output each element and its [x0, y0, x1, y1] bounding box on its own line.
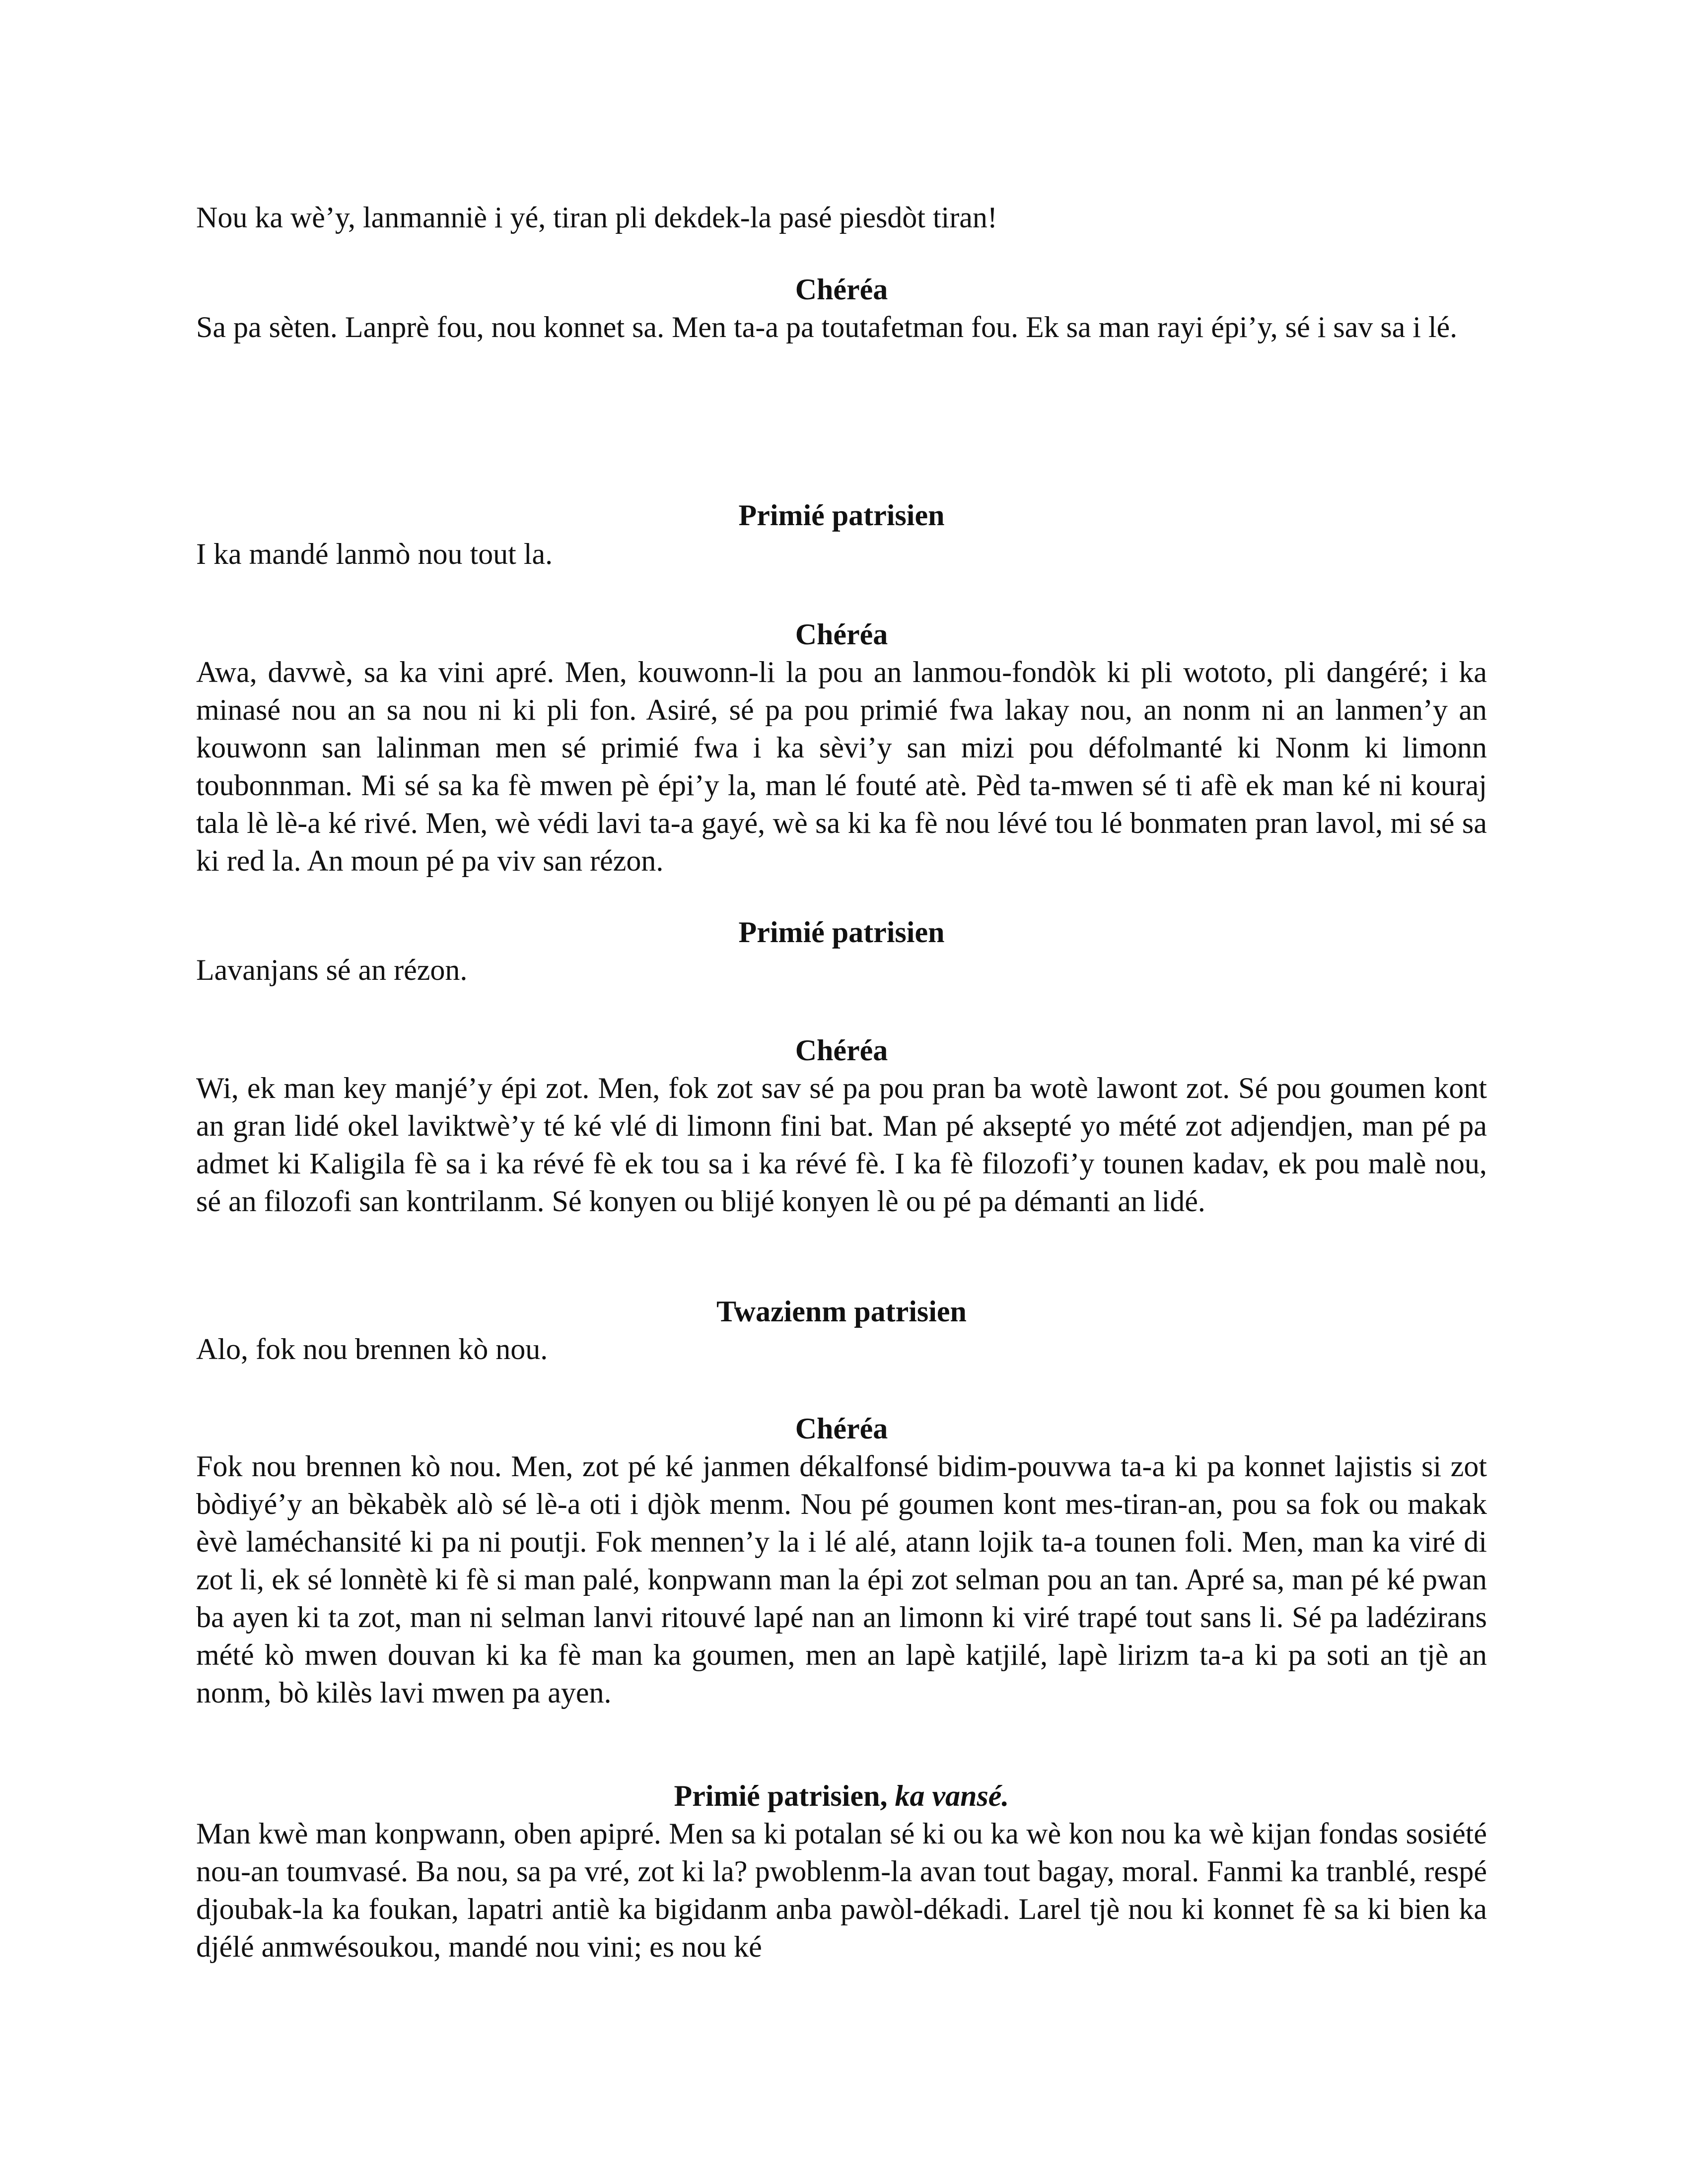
- speaker-name: Chéréa: [795, 273, 888, 306]
- speaker-name: Twazienm patrisien: [716, 1295, 967, 1328]
- dialogue-paragraph: I ka mandé lanmò nou tout la.: [196, 538, 553, 570]
- dialogue-paragraph: Lavanjans sé an rézon.: [196, 954, 468, 986]
- dialogue-paragraph: Fok nou brennen kò nou. Men, zot pé ké janmen dékalfonsé bidim-pouvwa ta-a ki pa konnet lajistis si zot bòdiyé’y an bèkabèk alò sé lè-a oti i djòk menm. Nou pé goumen kont mes-tiran-an, pou sa fok ou makak èvè laméchansité ki pa ni poutji. Fok mennen’y la i lé alé, atann lojik ta-a tounen foli. Men, man ka viré di zot li, ek sé lonnètè ki fè si man palé, konpwann man la épi zot selman pou an tan. Apré sa, man pé ké pwan ba ayen ki ta zot, man ni selman lanvi ritouvé lapé nan an limonn ki viré trapé tout sans li. Sé pa ladézirans mété kò mwen douvan ki ka fè man ka goumen, men an lapè katjilé, lapè lirizm ta-a ki pa soti an tjè an nonm, bò kilès lavi mwen pa ayen.: [196, 1450, 1487, 1709]
- dialogue-paragraph: Man kwè man konpwann, oben apipré. Men sa ki potalan sé ki ou ka wè kon nou ka wè kijan fondas sosiété nou-an toumvasé. Ba nou, sa pa vré, zot ki la? pwoblenm-la avan tout bagay, moral. Fanmi ka tranblé, respé djoubak-la ka foukan, lapatri antiè ka bigidanm anba pawòl-dékadi. Larel tjè nou ki konnet fè sa ki bien ka djélé anmwésoukou, mandé nou vini; es nou ké: [196, 1817, 1487, 1963]
- stage-direction: ka vansé.: [895, 1779, 1009, 1812]
- dialogue-paragraph: Wi, ek man key manjé’y épi zot. Men, fok zot sav sé pa pou pran ba wotè lawont zot. Sé pou goumen kont an gran lidé okel laviktwè’y té ké vlé di limonn fini bat. Man pé aksepté yo mété zot adjendjen, man pé pa admet ki Kaligila fè sa i ka révé fè ek tou sa i ka révé fè. I ka fè filozofi’y tounen kadav, ek pou malè nou, sé an filozofi san kontrilanm. Sé konyen ou blijé konyen lè ou pé pa démanti an lidé.: [196, 1072, 1487, 1218]
- opening-line: Nou ka wè’y, lanmanniè i yé, tiran pli dekdek-la pasé piesdòt tiran!: [196, 201, 997, 234]
- dialogue-paragraph: Sa pa sèten. Lanprè fou, nou konnet sa. Men ta-a pa toutafetman fou. Ek sa man rayi épi’y, sé i sav sa i lé.: [196, 311, 1458, 343]
- speaker-name: Chéréa: [795, 1034, 888, 1067]
- speaker-name: Chéréa: [795, 1412, 888, 1445]
- speaker-name: Primié patrisien,: [674, 1779, 888, 1812]
- speaker-name: Primié patrisien: [738, 499, 945, 532]
- dialogue-paragraph: Alo, fok nou brennen kò nou.: [196, 1333, 548, 1365]
- speaker-with-direction: [196, 1777, 1487, 1815]
- speaker-name: Primié patrisien: [738, 916, 945, 949]
- speaker-name: Chéréa: [795, 618, 888, 651]
- dialogue-paragraph: Awa, davwè, sa ka vini apré. Men, kouwonn-li la pou an lanmou-fondòk ki pli wototo, pli dangéré; i ka minasé nou an sa nou ni ki pli fon. Asiré, sé pa pou primié fwa lakay nou, an nonm ni an lanmen’y an kouwonn san lalinman men sé primié fwa i ka sèvi’y san mizi pou défolmanté ki Nonm ki limonn toubonnman. Mi sé sa ka fè mwen pè épi’y la, man lé fouté atè. Pèd ta-mwen sé ti afè ek man ké ni kouraj tala lè lè-a ké rivé. Men, wè védi lavi ta-a gayé, wè sa ki ka fè nou lévé tou lé bonmaten pran lavol, mi sé sa ki red la. An moun pé pa viv san rézon.: [196, 656, 1487, 877]
